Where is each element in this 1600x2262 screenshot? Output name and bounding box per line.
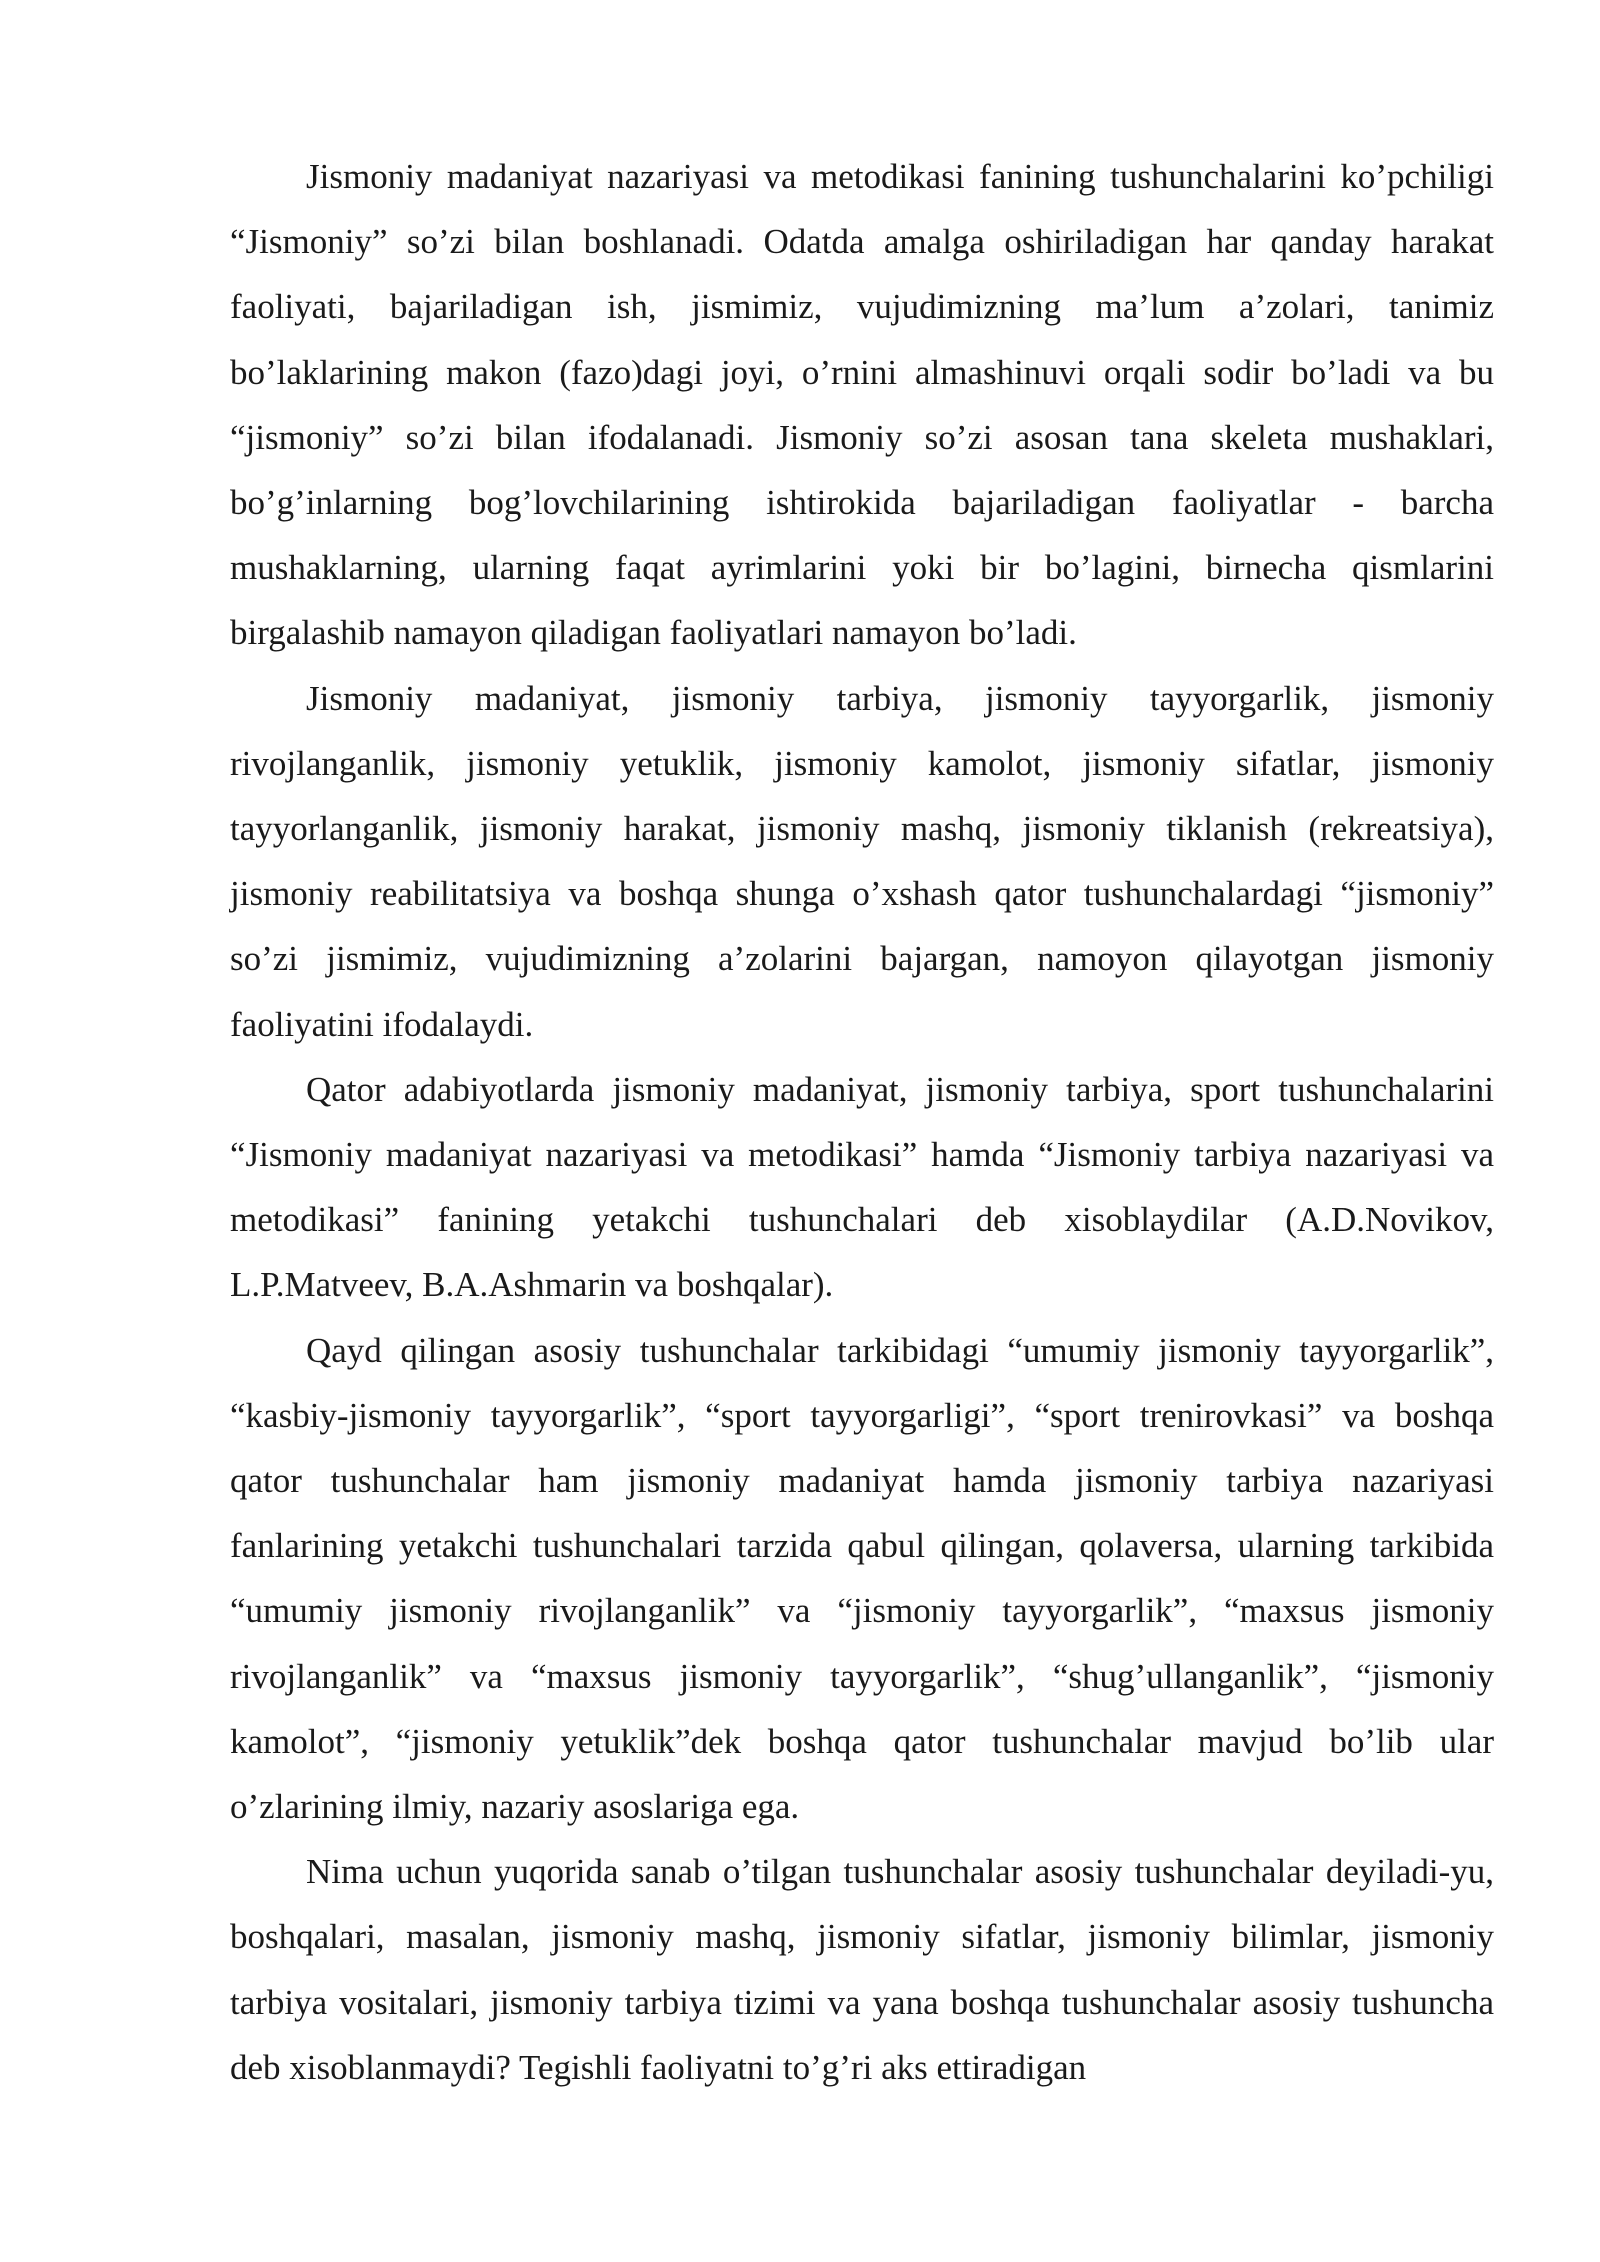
paragraph-3: Qator adabiyotlarda jismoniy madaniyat, jismoniy tarbiya, sport tushunchalarini “Jismoniy madaniyat nazariyasi va metodikasi” hamda “Jismoniy tarbiya nazariyasi va metodikasi” fanining yetakchi tushunchalari deb xisoblaydilar (A.D.Novikov, L.P.Matveev, B.A.Ashmarin va boshqalar). bbox=[230, 1069, 1494, 1305]
paragraph-2: Jismoniy madaniyat, jismoniy tarbiya, jismoniy tayyorgarlik, jismoniy rivojlanganlik, jismoniy yetuklik, jismoniy kamolot, jismoniy sifatlar, jismoniy tayyorlanganlik, jismoniy harakat, jismoniy mashq, jismoniy tiklanish (rekreatsiya), jismoniy reabilitatsiya va boshqa shunga o’xshash qator tushunchalardagi “jismoniy” so’zi jismimiz, vujudimizning a’zolarini bajargan, namoyon qilayotgan jismoniy faoliyatini ifodalaydi. bbox=[230, 678, 1494, 1044]
paragraph-1: Jismoniy madaniyat nazariyasi va metodikasi fanining tushunchalarini ko’pchiligi “Jismoniy” so’zi bilan boshlanadi. Odatda amalga oshiriladigan har qanday harakat faoliyati, bajariladigan ish, jismimiz, vujudimizning ma’lum a’zolari, tanimiz bo’laklarining makon (fazo)dagi joyi, o’rnini almashinuvi orqali sodir bo’ladi va bu “jismoniy” so’zi bilan ifodalanadi. Jismoniy so’zi asosan tana skeleta mushaklari, bo’g’inlarning bog’lovchilarining ishtirokida bajariladigan faoliyatlar - barcha mushaklarning, ularning faqat ayrimlarini yoki bir bo’lagini, birnecha qismlarini birgalashib namayon qiladigan faoliyatlari namayon bo’ladi. bbox=[230, 157, 1494, 653]
paragraph-5: Nima uchun yuqorida sanab o’tilgan tushunchalar asosiy tushunchalar deyiladi-yu, boshqalari, masalan, jismoniy mashq, jismoniy sifatlar, jismoniy bilimlar, jismoniy tarbiya vositalari, jismoniy tarbiya tizimi va yana boshqa tushunchalar asosiy tushuncha deb xisoblanmaydi? Tegishli faoliyatni to’g’ri aks ettiradigan bbox=[230, 1852, 1494, 2087]
document-page bbox=[230, 144, 1494, 2100]
paragraph-4: Qayd qilingan asosiy tushunchalar tarkibidagi “umumiy jismoniy tayyorgarlik”, “kasbiy-jismoniy tayyorgarlik”, “sport tayyorgarligi”, “sport trenirovkasi” va boshqa qator tushunchalar ham jismoniy madaniyat hamda jismoniy tarbiya nazariyasi fanlarining yetakchi tushunchalari tarzida qabul qilingan, qolaversa, ularning tarkibida “umumiy jismoniy rivojlanganlik” va “jismoniy tayyorgarlik”, “maxsus jismoniy rivojlanganlik” va “maxsus jismoniy tayyorgarlik”, “shug’ullanganlik”, “jismoniy kamolot”, “jismoniy yetuklik”dek boshqa qator tushunchalar mavjud bo’lib ular o’zlarining ilmiy, nazariy asoslariga ega. bbox=[230, 1330, 1494, 1827]
